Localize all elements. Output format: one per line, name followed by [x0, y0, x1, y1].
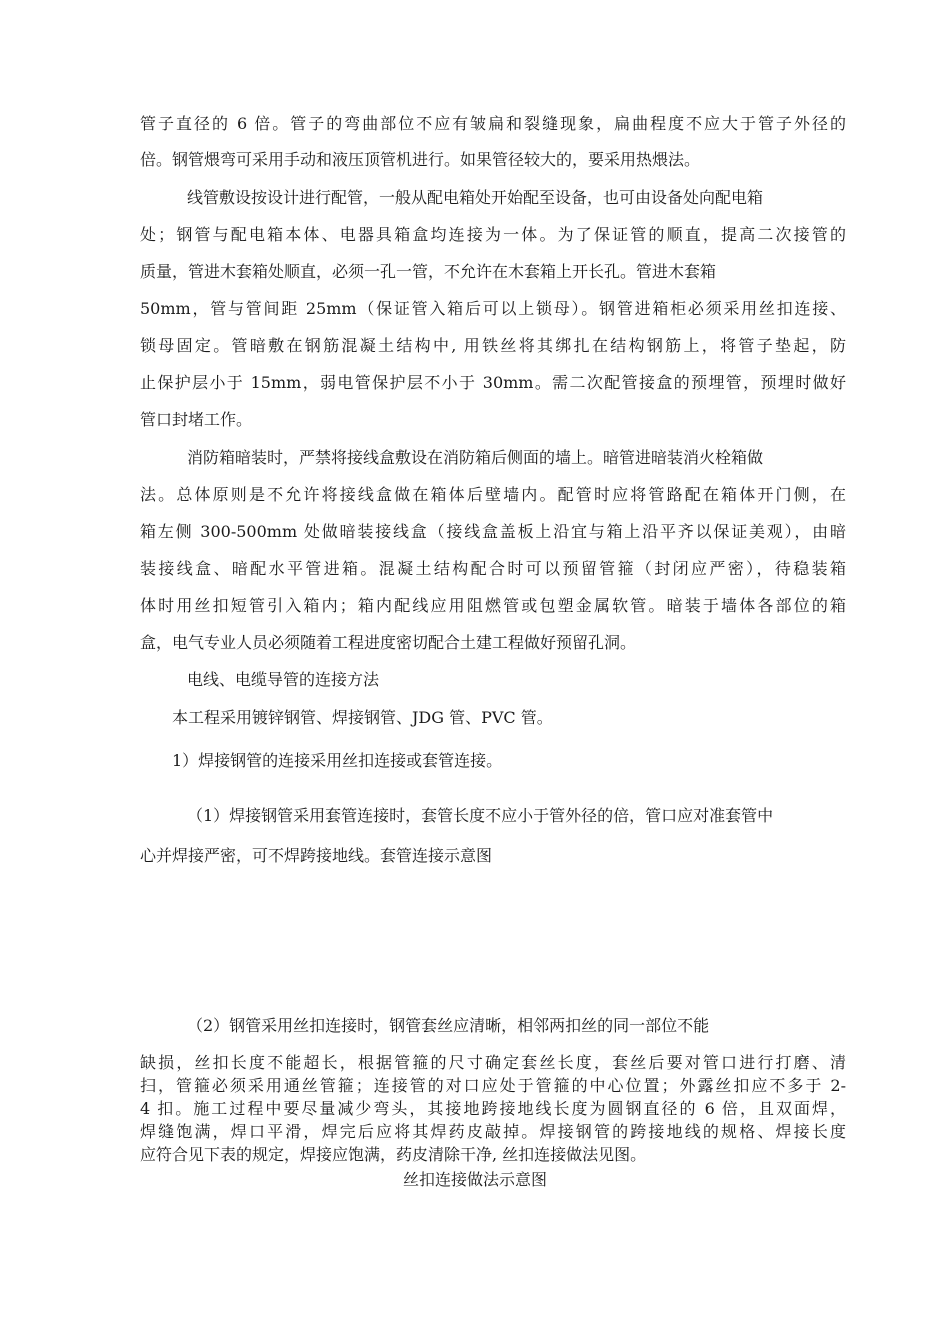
paragraph-line: 4 扣。施工过程中要尽量减少弯头，其接地跨接地线长度为圆钢直径的 6 倍，且双面焊， — [140, 1099, 846, 1118]
paragraph-line: 管子直径的 6 倍。管子的弯曲部位不应有皱扁和裂缝现象，扁曲程度不应大于管子外径的 — [140, 114, 846, 133]
paragraph-line: 管口封堵工作。 — [140, 410, 253, 429]
paragraph-line: （1）焊接钢管采用套管连接时，套管长度不应小于管外径的倍，管口应对准套管中 — [187, 806, 774, 825]
paragraph-line: 消防箱暗装时，严禁将接线盒敷设在消防箱后侧面的墙上。暗管进暗装消火栓箱做 — [187, 448, 764, 467]
paragraph-line: 装接线盒、暗配水平管进箱。混凝土结构配合时可以预留管箍（封闭应严密），待稳装箱 — [140, 559, 846, 578]
paragraph-line: 止保护层小于 15mm，弱电管保护层不小于 30mm。需二次配管接盒的预埋管，预埋时做好 — [140, 373, 846, 392]
paragraph-line: 质量，管进木套箱处顺直，必须一孔一管，不允许在木套箱上开长孔。管进木套箱 — [140, 262, 717, 281]
paragraph-line: 倍。钢管煨弯可采用手动和液压顶管机进行。如果管径较大的，要采用热煨法。 — [140, 150, 701, 169]
paragraph-line: 箱左侧 300-500mm 处做暗装接线盒（接线盒盖板上沿宜与箱上沿平齐以保证美观），由暗 — [140, 522, 846, 541]
paragraph-line: 心并焊接严密，可不焊跨接地线。套管连接示意图 — [140, 846, 493, 865]
paragraph-line: 扫，管箍必须采用通丝管箍；连接管的对口应处于管箍的中心位置；外露丝扣应不多于 2- — [140, 1076, 846, 1095]
paragraph-line: 线管敷设按设计进行配管，一般从配电箱处开始配至设备，也可由设备处向配电箱 — [187, 188, 764, 207]
paragraph-line: 本工程采用镀锌钢管、焊接钢管、JDG 管、PVC 管。 — [172, 708, 553, 727]
paragraph-line: （2）钢管采用丝扣连接时，钢管套丝应清晰，相邻两扣丝的同一部位不能 — [187, 1016, 710, 1035]
paragraph-line: 缺损，丝扣长度不能超长，根据管箍的尺寸确定套丝长度，套丝后要对管口进行打磨、清 — [140, 1053, 846, 1072]
paragraph-line: 体时用丝扣短管引入箱内；箱内配线应用阻燃管或包塑金属软管。暗装于墙体各部位的箱 — [140, 596, 846, 615]
paragraph-line: 锁母固定。管暗敷在钢筋混凝土结构中, 用铁丝将其绑扎在结构钢筋上，将管子垫起，防 — [140, 336, 846, 355]
paragraph-line: 焊缝饱满，焊口平滑，焊完后应将其焊药皮敲掉。焊接钢管的跨接地线的规格、焊接长度 — [140, 1122, 846, 1141]
paragraph-line: 处；钢管与配电箱本体、电器具箱盒均连接为一体。为了保证管的顺直，提高二次接管的 — [140, 225, 846, 244]
figure-caption: 丝扣连接做法示意图 — [402, 1170, 547, 1189]
paragraph-line: 法。总体原则是不允许将接线盒做在箱体后壁墙内。配管时应将管路配在箱体开门侧，在 — [140, 485, 846, 504]
paragraph-line: 50mm，管与管间距 25mm（保证管入箱后可以上锁母）。钢管进箱柜必须采用丝扣连接、 — [140, 299, 846, 318]
paragraph-line: 盒，电气专业人员必须随着工程进度密切配合土建工程做好预留孔洞。 — [140, 633, 637, 652]
paragraph-line: 应符合见下表的规定，焊接应饱满，药皮清除干净, 丝扣连接做法见图。 — [140, 1145, 647, 1164]
paragraph-line: 1）焊接钢管的连接采用丝扣连接或套管连接。 — [172, 751, 503, 770]
section-heading: 电线、电缆导管的连接方法 — [187, 670, 380, 689]
